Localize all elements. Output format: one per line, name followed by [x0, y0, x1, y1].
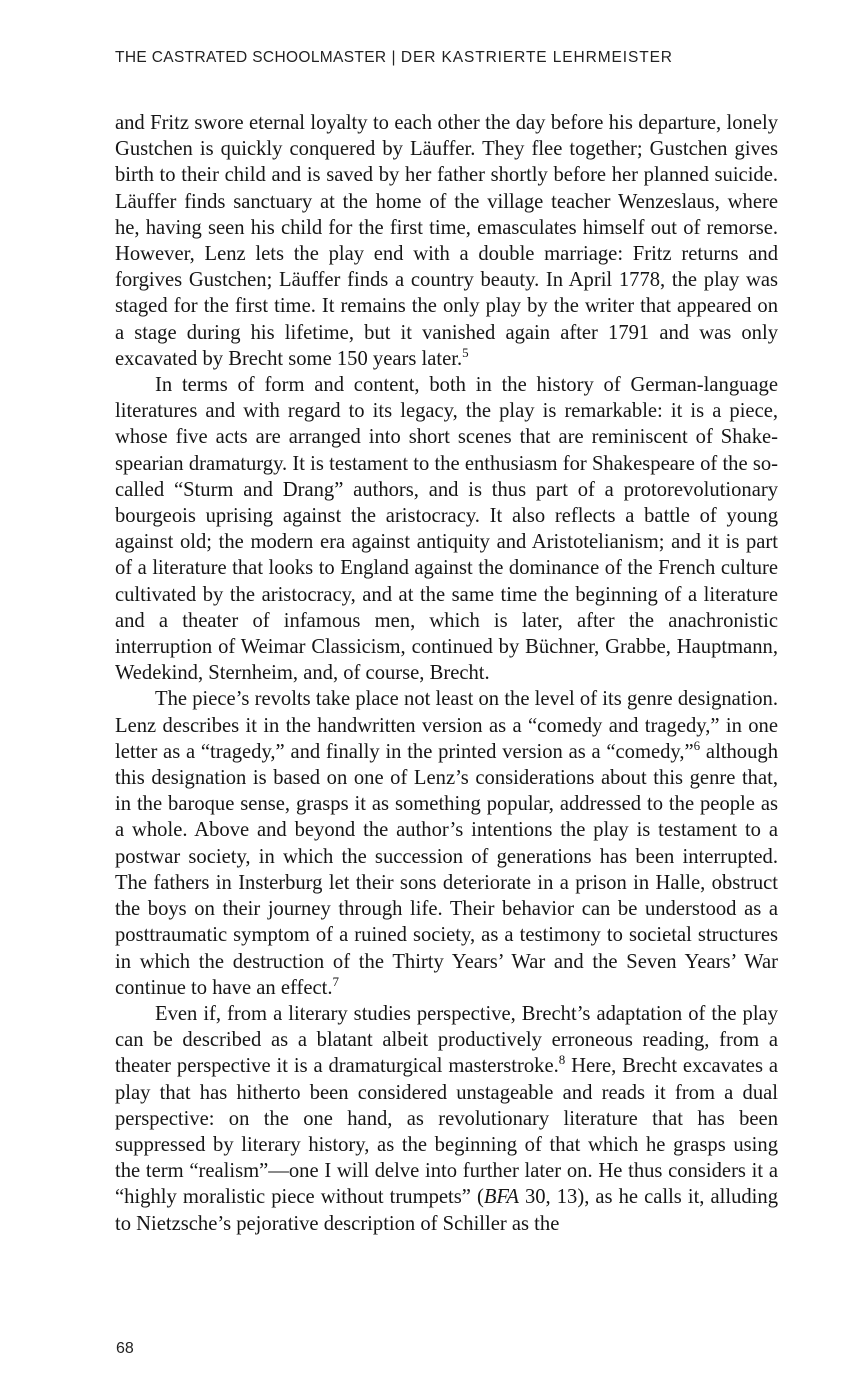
footnote-ref-8: 8 — [558, 1052, 566, 1068]
paragraph-2 — [115, 372, 778, 686]
paragraph-3 — [115, 686, 778, 1000]
paragraph-1-text: and Fritz swore eternal loyalty to each other the day before his departure, lonely Gustchen is quickly conquered by Läuffer. They flee together; Gustchen gives birth to their child and is saved by her father shortly before her planned suicide. Läuffer finds sanctuary at the home of the village teacher Wenzeslaus, where he, having seen his child for the first time, emasculates himself out of remorse. However, Lenz lets the play end with a double marriage: Fritz returns and forgives Gustchen; Läuffer finds a country beauty. In April 1778, the play was staged for the first time. It remains the only play by the writer that appeared on a stage during his lifetime, but it vanished again after 1791 and was only excavated by Brecht some 150 years later. — [115, 112, 778, 370]
running-head-separator: | — [391, 49, 396, 66]
paragraph-3-text-a: The piece’s revolts take place not least on the level of its genre designation. Lenz describes it in the handwritten version as a “comedy and tragedy,” in one letter as a “tragedy,” and finally in the printed version as a “comedy,” — [115, 688, 778, 763]
paragraph-3-text-b: although this designation is based on one of Lenz’s considerations about this genre that, in the baroque sense, grasps it as something popular, addressed to the people as a whole. Above and beyond the author’s intentions the play is testament to a postwar society, in which the succession of generations has been interrupted. The fathers in Insterburg let their sons deteriorate in a prison in Halle, obstruct the boys on their journey through life. Their behavior can be understood as a posttraumatic symptom of a ruined society, as a testimony to societal structures in which the destruction of the Thirty Years’ War and the Seven Years’ War continue to have an effect. — [115, 740, 778, 999]
paragraph-4 — [115, 1001, 778, 1237]
footnote-ref-5: 5 — [462, 344, 469, 360]
running-head-chapter-title: DER KASTRIERTE LEHRMEISTER — [400, 49, 673, 66]
footnote-ref-7: 7 — [332, 973, 339, 989]
paragraph-4-text-a: Even if, from a literary studies perspective, Brecht’s adaptation of the play can be described as a blatant albeit productively erroneous reading, from a theater perspective it is a dramaturgical masterstroke. — [115, 1002, 778, 1078]
paragraph-4-text-b: Here, Brecht excavates a play that has hitherto been considered unstageable and reads it from a dual perspective: on the one hand, as revolutionary literature that has been suppressed by literary history, as the beginning of that which he grasps using the term “realism”—one I will delve into further later on. He thus considers it a “highly moralistic piece without trumpets” ( — [115, 1055, 778, 1209]
paragraph-2-text: In terms of form and content, both in the history of German-language literatures and with regard to its legacy, the play is remarkable: it is a piece, whose five acts are arranged into short scenes that are reminiscent of Shakespearian dramaturgy. It is testament to the enthusiasm for Shakespeare of the so-called “Sturm and Drang” authors, and is thus part of a protorevolutionary bourgeois uprising against the aristocracy. It also reflects a battle of young against old; the modern era against antiquity and Aristotelianism; and it is part of a literature that looks to England against the dominance of the French culture cultivated by the aristocracy, and at the same time the beginning of a literature and a theater of infamous men, which is later, after the anachronistic interruption of Weimar Classicism, continued by Büchner, Grabbe, Hauptmann, Wedekind, Sternheim, and, of course, Brecht. — [115, 374, 778, 685]
body-text — [115, 110, 778, 1237]
footnote-ref-6: 6 — [693, 737, 701, 753]
paragraph-4-text-c: 30, 13), as he calls it, alluding to Nietzsche’s pejorative description of Schiller as the — [115, 1186, 779, 1235]
running-head — [115, 49, 673, 67]
page-number: 68 — [116, 1340, 134, 1357]
paragraph-1 — [115, 110, 778, 372]
citation-abbreviation: BFA — [483, 1186, 519, 1209]
running-head-book-title: THE CASTRATED SCHOOLMASTER — [115, 49, 387, 66]
